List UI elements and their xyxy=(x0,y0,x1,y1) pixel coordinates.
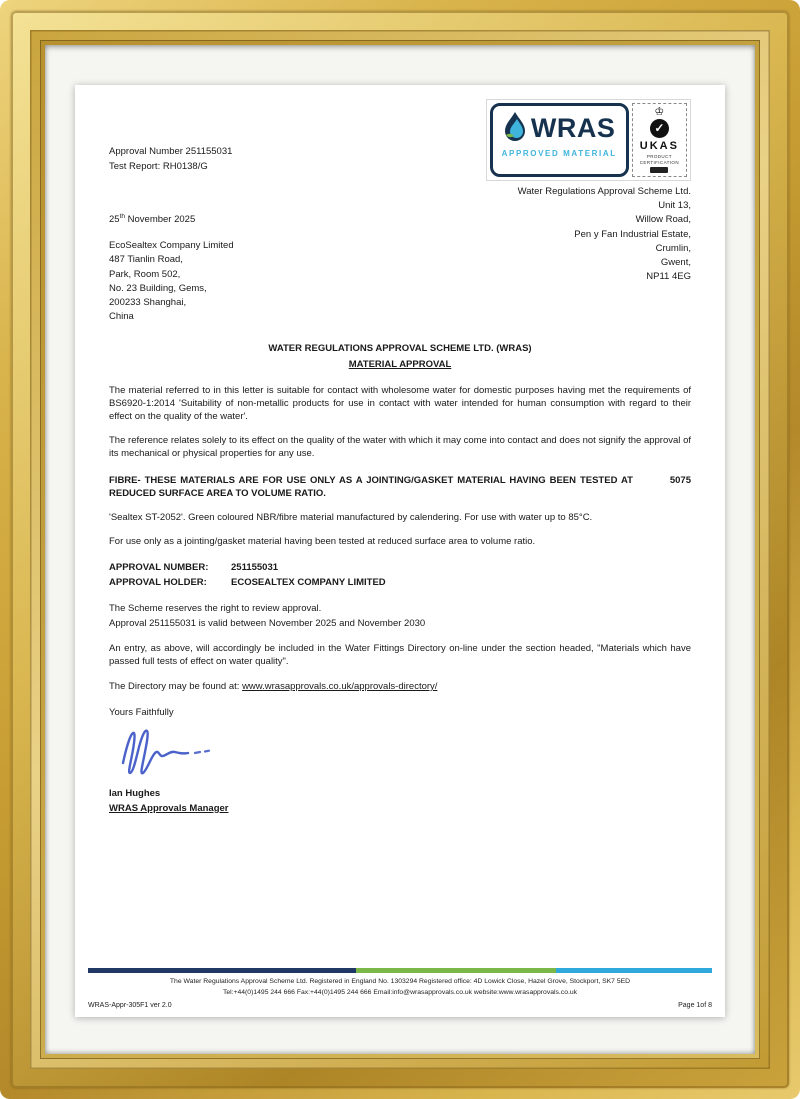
sender-line: Water Regulations Approval Scheme Ltd. xyxy=(517,185,691,197)
ukas-checkmark-icon: ✓ xyxy=(650,119,669,138)
review-line1: The Scheme reserves the right to review approval. xyxy=(109,603,322,615)
document-reference: WRAS-Appr-305F1 ver 2.0 xyxy=(88,1002,172,1010)
ukas-crown-icon: ♔ xyxy=(654,106,665,118)
recipient-line: China xyxy=(109,311,134,323)
recipient-line: 200233 Shanghai, xyxy=(109,297,187,309)
approval-letter-page xyxy=(75,85,725,1017)
footer-contact-line: Tel:+44(0)1495 244 666 Fax:+44(0)1495 244 666 Email:info@wrasapprovals.co.uk website:www.wrasapprovals.co.uk xyxy=(222,988,578,996)
footer-tricolor-bar xyxy=(88,968,712,973)
sender-line: Gwent, xyxy=(660,257,691,269)
ukas-cert-number-strip xyxy=(650,167,668,173)
approval-number-label: APPROVAL NUMBER: xyxy=(109,561,209,573)
sender-address xyxy=(518,185,691,325)
approval-number-value: 251155031 xyxy=(231,561,279,573)
material-description: 'Sealtex ST-2052'. Green coloured NBR/fibre material manufactured by calendering. For use with water up to 85°C. xyxy=(109,511,593,523)
ukas-tagline-line2: CERTIFICATION xyxy=(639,159,679,165)
letter-title xyxy=(109,341,691,373)
fibre-usage-text: FIBRE- THESE MATERIALS ARE FOR USE ONLY AS A JOINTING/GASKET MATERIAL HAVING BEEN TESTED AT REDUCED SURFACE AREA TO VOLUME RATIO. xyxy=(109,474,633,499)
water-drop-icon xyxy=(503,111,527,145)
paragraph-reference-scope: The reference relates solely to its effect on the quality of the water with which it may come into contact and does not signify the approval of its mechanical or physical properties for any use. xyxy=(109,435,691,460)
certification-logos xyxy=(486,99,691,181)
sender-line: NP11 4EG xyxy=(646,271,691,283)
review-line2: Approval 251155031 is valid between November 2025 and November 2030 xyxy=(109,617,426,629)
approval-reference-block xyxy=(109,145,232,174)
paragraph-suitability: The material referred to in this letter is suitable for contact with wholesome water for domestic purposes having met the requirements of BS6920-1:2014 'Suitability of non-metallic products for use in contact with water intended for human consumption with regard to their effect on the quality of the water'. xyxy=(109,385,691,423)
use-restriction-note: For use only as a jointing/gasket material having been tested at reduced surface area to volume ratio. xyxy=(109,535,536,547)
directory-prefix: The Directory may be found at: xyxy=(109,681,243,693)
address-section xyxy=(109,185,691,325)
ukas-wordmark: UKAS xyxy=(639,140,679,152)
ukas-logo xyxy=(632,103,687,177)
sender-line: Pen y Fan Industrial Estate, xyxy=(574,228,691,240)
approval-details xyxy=(109,561,691,590)
approval-holder-value: ECOSEALTEX COMPANY LIMITED xyxy=(231,576,386,588)
approval-number-line: Approval Number 251155031 xyxy=(109,146,233,157)
recipient-line: EcoSealtex Company Limited xyxy=(109,240,234,252)
recipient-line: 487 Tianlin Road, xyxy=(109,254,183,266)
review-statement xyxy=(109,602,691,631)
recipient-line: Park, Room 502, xyxy=(109,268,181,280)
page-number: Page 1of 8 xyxy=(678,1002,712,1010)
fibre-reference-number: 5075 xyxy=(669,474,691,486)
footer-registration-line: The Water Regulations Approval Scheme Ltd. Registered in England No. 1303294 Registered office: 4D Lowick Close, Hazel Grove, Stockport, SK7 5ED xyxy=(169,978,631,986)
approval-holder-label: APPROVAL HOLDER: xyxy=(109,576,207,588)
approval-holder-row xyxy=(109,576,691,591)
test-report-line: Test Report: RH0138/G xyxy=(109,160,208,172)
directory-location-line xyxy=(109,680,691,693)
letter-footer xyxy=(88,968,712,1011)
signature-ink-icon xyxy=(109,723,249,779)
date-and-recipient xyxy=(109,213,234,325)
footer-company-details xyxy=(95,977,705,998)
wras-logo-row xyxy=(503,111,616,145)
footer-bar-green xyxy=(356,968,556,973)
approvals-directory-link[interactable]: www.wrasapprovals.co.uk/approvals-directory/ xyxy=(242,681,438,693)
wras-logo-wordmark: WRAS xyxy=(530,112,616,143)
ukas-tagline-line1: PRODUCT xyxy=(646,154,672,160)
signatory-role: WRAS Approvals Manager xyxy=(109,802,229,814)
footer-bar-blue xyxy=(556,968,712,973)
recipient-line: No. 23 Building, Gems, xyxy=(109,282,207,294)
footer-meta-row xyxy=(88,1001,712,1011)
fibre-usage-note xyxy=(109,474,691,500)
footer-bar-navy xyxy=(88,968,356,973)
letter-header xyxy=(109,99,691,181)
letter-date: 25th November 2025 xyxy=(109,212,196,226)
sender-line: Crumlin, xyxy=(655,242,691,254)
sender-line: Willow Road, xyxy=(635,214,691,226)
recipient-address xyxy=(109,239,234,325)
wras-logo-tagline: APPROVED MATERIAL xyxy=(501,149,617,159)
approval-number-row xyxy=(109,561,691,576)
title-line2: MATERIAL APPROVAL xyxy=(348,358,452,370)
title-line1: WATER REGULATIONS APPROVAL SCHEME LTD. (WRAS) xyxy=(268,342,532,354)
sender-line: Unit 13, xyxy=(658,200,691,212)
directory-entry-paragraph: An entry, as above, will accordingly be included in the Water Fittings Directory on-line under the section headed, "Materials which have passed full tests of effect on water quality". xyxy=(109,642,691,668)
wras-logo xyxy=(490,103,629,177)
signatory-block xyxy=(109,787,691,816)
closing-salutation: Yours Faithfully xyxy=(109,707,174,719)
signatory-name: Ian Hughes xyxy=(109,788,161,800)
signature xyxy=(109,723,691,779)
